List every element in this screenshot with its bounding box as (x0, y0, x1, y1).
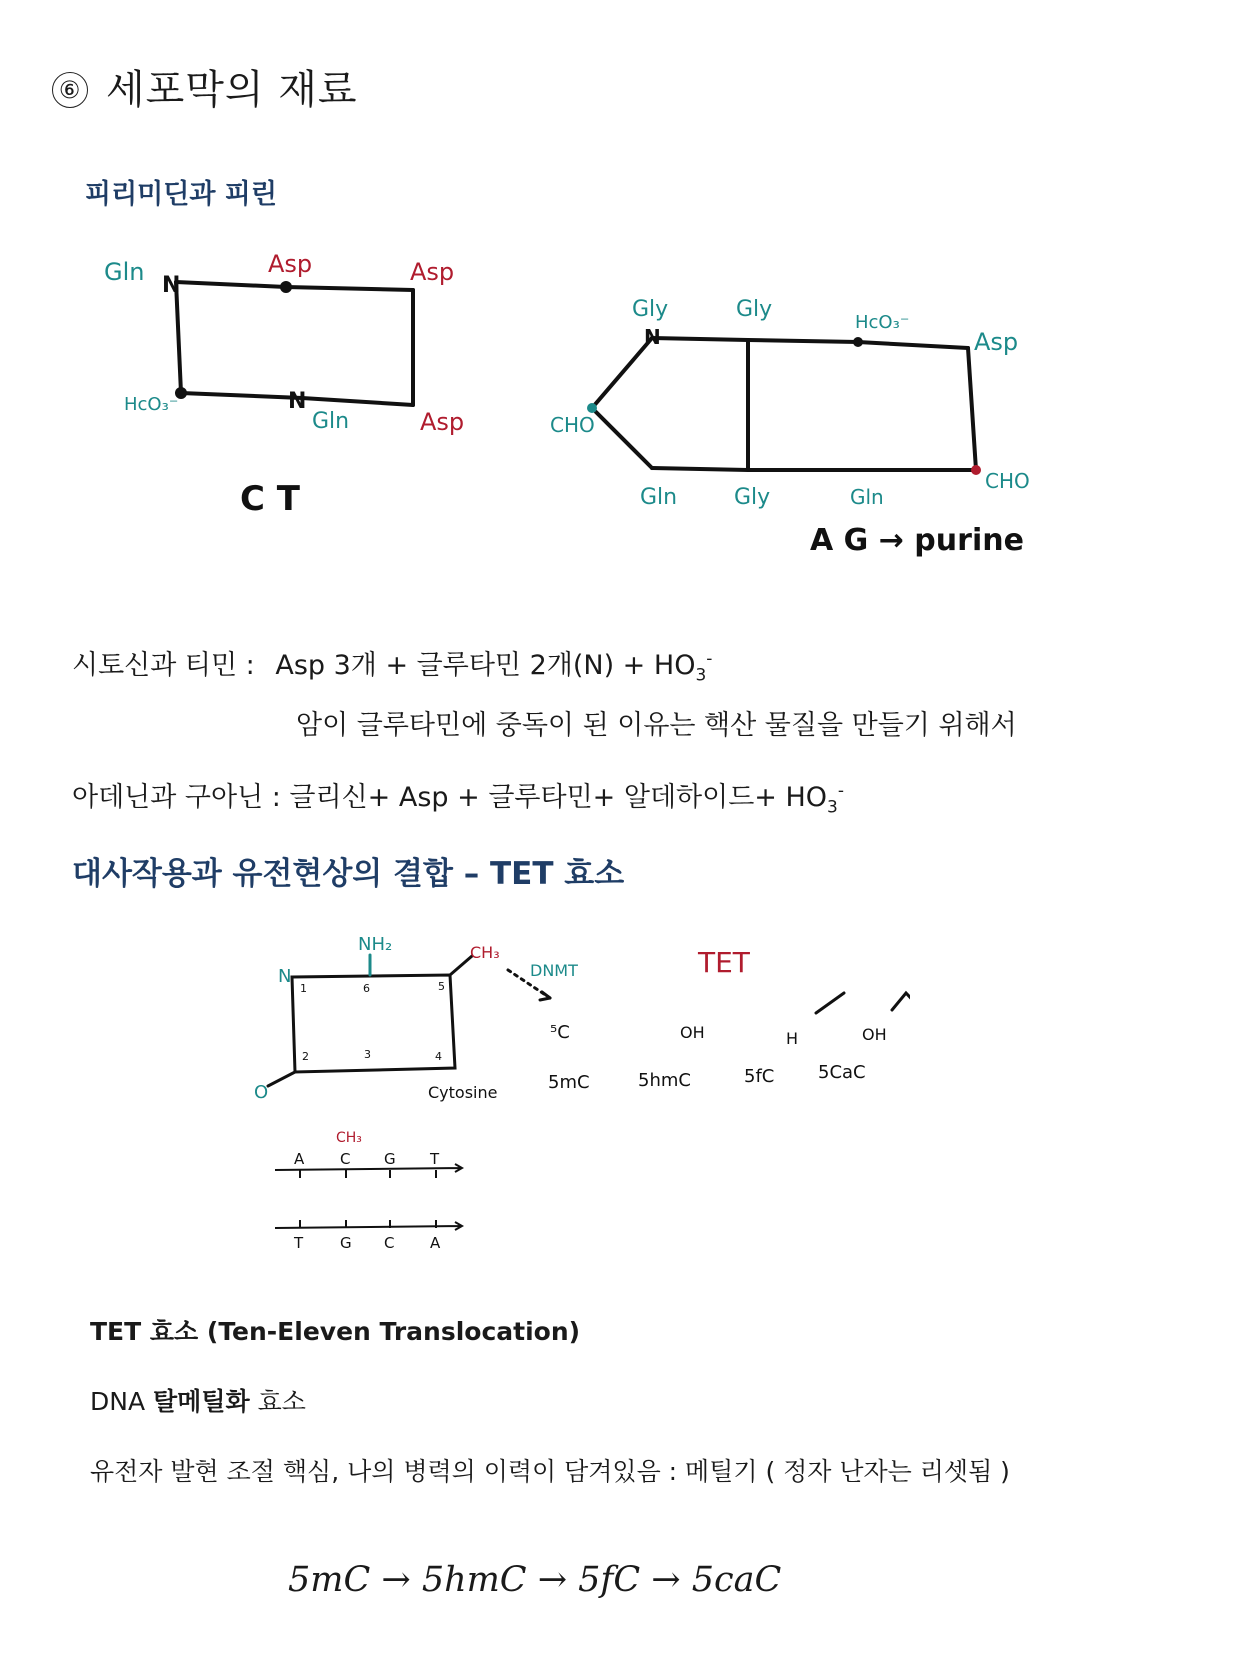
strand-bottom-2: G (340, 1234, 352, 1252)
label-h: H (786, 1029, 799, 1048)
form-5cac: 5CaC (818, 1062, 866, 1083)
purine-diagram (540, 280, 1080, 570)
line1-sup: - (706, 649, 713, 669)
caption-ag-purine: A G → purine (810, 523, 1024, 558)
label-gly-bottom: Gly (734, 485, 771, 510)
strand-methyl: CH₃ (336, 1130, 362, 1146)
label-n-top: N (162, 273, 181, 298)
label-asp-top-right: Asp (410, 258, 455, 286)
section-heading-tet: 대사작용과 유전현상의 결합 – TET 효소 (72, 856, 625, 892)
label-cytosine: Cytosine (428, 1083, 498, 1102)
form-5hmc: 5hmC (638, 1070, 691, 1091)
strand-bottom-3: C (384, 1234, 395, 1252)
label-asp-top: Asp (268, 250, 313, 278)
line1-part1: Asp 3개 + 글루타민 2개(N) + HO (275, 650, 696, 681)
label-asp-bottom-right: Asp (420, 408, 465, 436)
tet-diagram (250, 920, 910, 1260)
section-heading-purine: 피리미딘과 피린 (85, 179, 277, 210)
line-adenine-guanine (72, 775, 844, 817)
pyrimidine-diagram (90, 240, 490, 530)
label-ch3: CH₃ (470, 943, 500, 962)
strand-top-2: C (340, 1150, 351, 1168)
label-oh-2: OH (862, 1025, 887, 1044)
label-cho-right: CHO (985, 469, 1030, 493)
section-number: ⑥ (52, 72, 88, 108)
note-tet-enzyme: TET 효소 (Ten-Eleven Translocation) (90, 1317, 581, 1346)
line1-label: 시토신과 티민 : (72, 650, 255, 681)
ring-num-4: 4 (435, 1050, 442, 1063)
label-o-ring: O (254, 1082, 269, 1103)
line1-sub: 3 (695, 665, 707, 686)
note2-post: 효소 (249, 1387, 306, 1416)
ring-num-6: 6 (363, 982, 370, 995)
ring-num-3: 3 (364, 1048, 371, 1061)
title-text: 세포막의 재료 (106, 67, 358, 113)
label-5c: ⁵C (550, 1022, 570, 1043)
note2-bold: 탈메틸화 (153, 1387, 250, 1416)
line-glutamine-note: 암이 글루타민에 중독이 된 이유는 핵산 물질을 만들기 위해서 (296, 710, 1017, 741)
label-gly-2: Gly (736, 297, 773, 322)
methylation-formula: 5mC → 5hmC → 5fC → 5caC (288, 1560, 782, 1600)
form-5fc: 5fC (744, 1066, 775, 1087)
label-gln-top: Gln (104, 258, 145, 286)
label-gln-bottom: Gln (312, 409, 350, 434)
form-5mc: 5mC (548, 1072, 590, 1093)
strand-bottom-1: T (294, 1234, 304, 1252)
label-gly-1: Gly (632, 297, 669, 322)
label-gln-bottom-left: Gln (640, 485, 678, 510)
label-gln-bottom-right: Gln (850, 485, 884, 509)
strand-top-3: G (384, 1150, 396, 1168)
label-cho-left: CHO (550, 413, 595, 437)
label-tet: TET (698, 946, 750, 979)
label-asp-purine: Asp (974, 328, 1019, 356)
label-n-purine: N (644, 325, 661, 349)
strand-bottom-4: A (430, 1234, 441, 1252)
ring-num-5: 5 (438, 980, 445, 993)
strand-top-4: T (430, 1150, 440, 1168)
ring-num-1: 1 (300, 982, 307, 995)
label-hco3: HcO₃⁻ (124, 394, 179, 415)
ring-num-2: 2 (302, 1050, 309, 1063)
line-cytosine-thymine (72, 643, 712, 685)
strand-top-1: A (294, 1150, 305, 1168)
line3-main: 아데닌과 구아닌 : 글리신+ Asp + 글루타민+ 알데하이드+ HO (72, 782, 828, 813)
caption-ct: C T (240, 479, 300, 519)
note2-pre: DNA (90, 1387, 154, 1416)
label-n-bottom: N (288, 389, 307, 414)
note-dna-demethylation (90, 1382, 306, 1418)
line3-sup: - (837, 781, 845, 801)
note-gene-regulation: 유전자 발현 조절 핵심, 나의 병력의 이력이 담겨있음 : 메틸기 ( 정자 난자는 리셋됨 ) (90, 1457, 1010, 1486)
line3-sub: 3 (827, 797, 838, 818)
label-hco3-purine: HcO₃⁻ (855, 312, 910, 333)
label-oh-1: OH (680, 1023, 705, 1042)
page-title (52, 58, 358, 115)
label-nh2: NH₂ (358, 934, 393, 955)
label-dnmt: DNMT (530, 961, 578, 980)
label-n-ring: N (278, 966, 292, 987)
